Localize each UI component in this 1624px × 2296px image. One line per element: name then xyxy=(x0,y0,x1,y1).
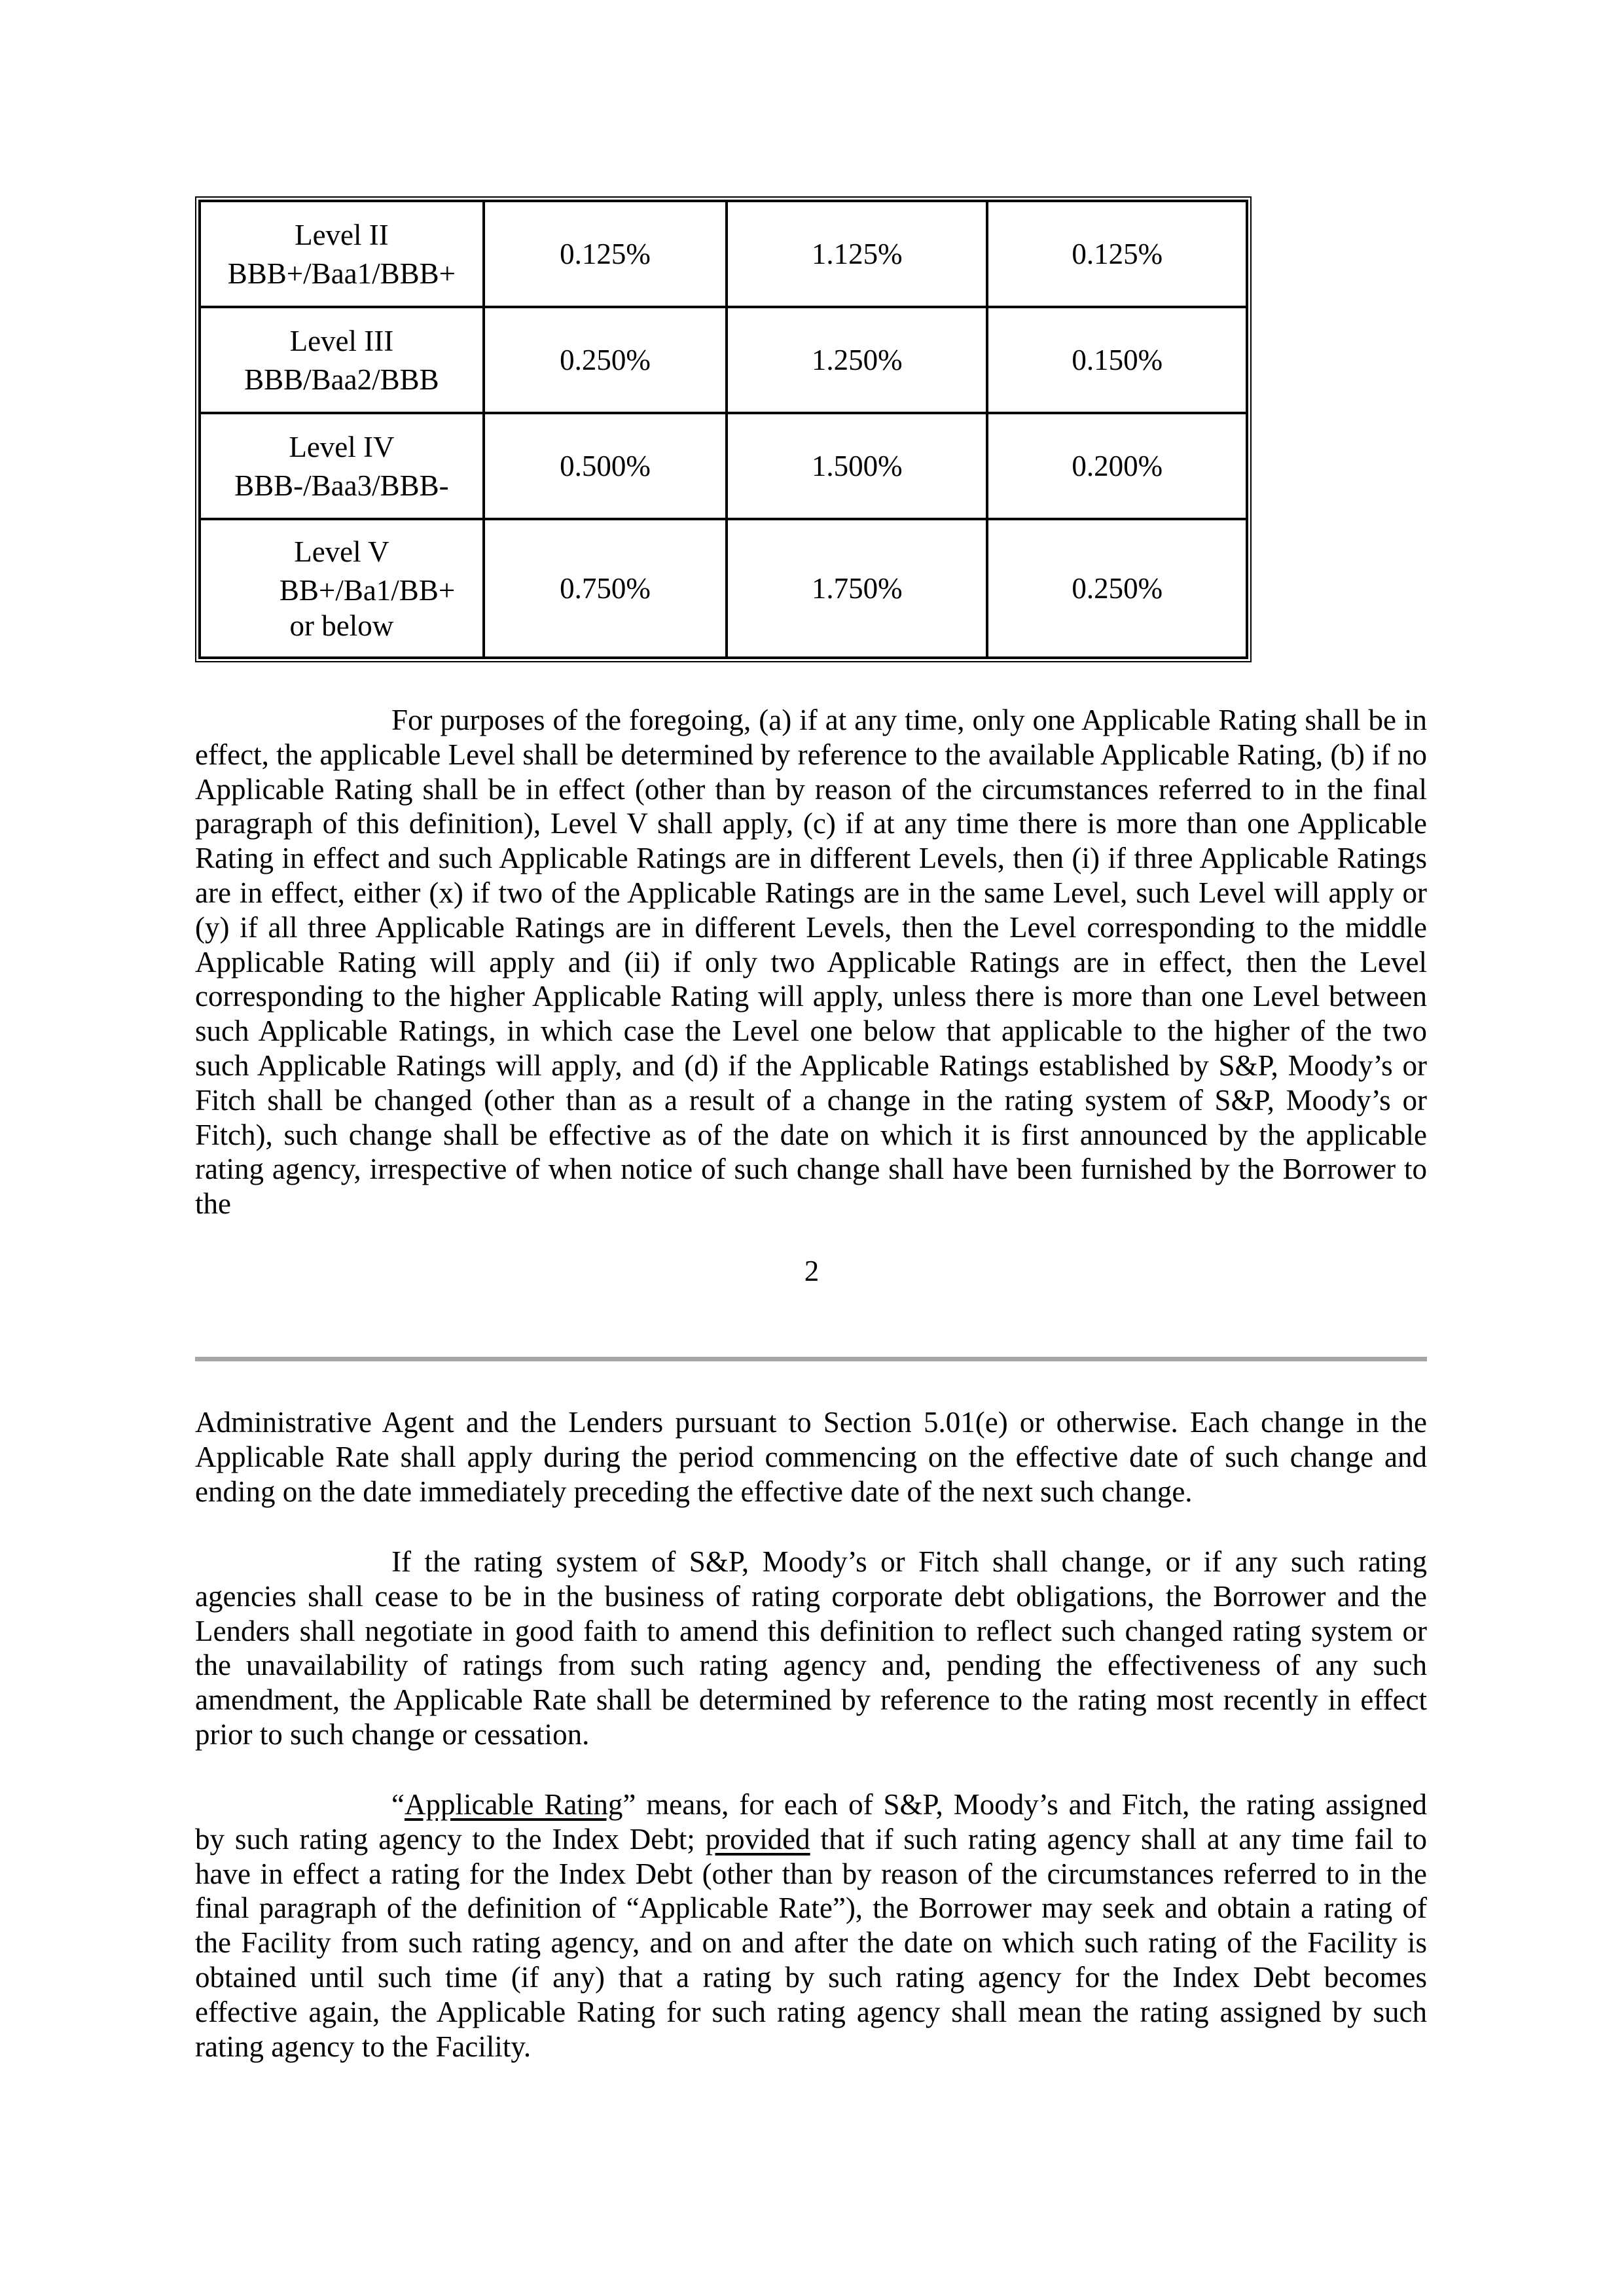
level-cell xyxy=(200,307,484,413)
level-name: Level V xyxy=(294,535,389,568)
level-cell xyxy=(200,519,484,658)
level-rating: BBB/Baa2/BBB xyxy=(244,363,439,396)
paragraph-text: ” means, for each of S&P, Moody’s and Fitch, the rating assigned by such rating agency to the Index Debt; xyxy=(195,1788,1427,1856)
level-name: Level IV xyxy=(289,430,395,463)
level-rating: BBB-/Baa3/BBB- xyxy=(234,469,449,502)
table-row xyxy=(200,201,1247,307)
page-divider xyxy=(195,1357,1427,1361)
paragraph-text: Administrative Agent and the Lenders pursuant to Section 5.01(e) or otherwise. Each change in the Applicable Rate shall apply during the period commencing on the effective date of such change and ending on the date immediately preceding the effective date of the next such change. xyxy=(195,1406,1427,1508)
rate-cell: 0.750% xyxy=(484,519,727,658)
table-row xyxy=(200,413,1247,519)
table-row xyxy=(200,307,1247,413)
paragraph-applicable-rating-definition xyxy=(195,1787,1427,2064)
paragraph-text: that if such rating agency shall at any time fail to have in effect a rating for the Index Debt (other than by reason of the circumstances referred to in the final paragraph of the definition of “Applicable Rate”), the Borrower may seek and obtain a rating of the Facility from such rating agency, and on and after the date on which such rating of the Facility is obtained until such time (if any) that a rating by such rating agency for the Index Debt becomes effective again, the Applicable Rating for such rating agency shall mean the rating assigned by such rating agency to the Facility. xyxy=(195,1822,1427,2063)
rate-cell: 0.200% xyxy=(987,413,1247,519)
rate-cell: 1.750% xyxy=(727,519,987,658)
paragraph-rate-change xyxy=(195,1405,1427,1509)
defined-term: Applicable Rating xyxy=(404,1788,623,1821)
rate-cell: 0.500% xyxy=(484,413,727,519)
level-rating: BBB+/Baa1/BBB+ xyxy=(227,257,456,290)
level-cell xyxy=(200,413,484,519)
rate-cell: 1.250% xyxy=(727,307,987,413)
table-row xyxy=(200,519,1247,658)
rate-cell: 1.125% xyxy=(727,201,987,307)
level-name: Level III xyxy=(289,324,394,357)
rate-cell: 0.250% xyxy=(484,307,727,413)
level-cell xyxy=(200,201,484,307)
proviso-term: provided xyxy=(705,1822,810,1856)
paragraph-rating-system-change xyxy=(195,1545,1427,1752)
paragraph-text: For purposes of the foregoing, (a) if at any time, only one Applicable Rating shall be in effect, the applicable Level shall be determined by reference to the available Applicable Rating, (b) if no Applicable Rating shall be in effect (other than by reason of the circumstances referred to in the final paragraph of this definition), Level V shall apply, (c) if at any time there is more than one Applicable Rating in effect and such Applicable Ratings are in different Levels, then (i) if three Applicable Ratings are in effect, either (x) if two of the Applicable Ratings are in the same Level, such Level will apply or (y) if all three Applicable Ratings are in different Levels, then the Level corresponding to the middle Applicable Rating will apply and (ii) if only two Applicable Ratings are in effect, then the Level corresponding to the higher Applicable Rating will apply, unless there is more than one Level between such Applicable Ratings, in which case the Level one below that applicable to the higher of the two such Applicable Ratings will apply, and (d) if the Applicable Ratings established by S&P, Moody’s or Fitch shall be changed (other than as a result of a change in the rating system of S&P, Moody’s or Fitch), such change shall be effective as of the date on which it is first announced by the applicable rating agency, irrespective of when notice of such change shall have been furnished by the Borrower to the xyxy=(195,704,1427,1221)
rate-cell: 1.500% xyxy=(727,413,987,519)
level-name: Level II xyxy=(295,218,389,251)
rate-cell: 0.125% xyxy=(987,201,1247,307)
page-number: 2 xyxy=(804,1255,820,1287)
open-quote: “ xyxy=(391,1788,405,1821)
level-rating: BB+/Ba1/BB+ or below xyxy=(279,573,456,642)
rate-cell: 0.250% xyxy=(987,519,1247,658)
paragraph-text: If the rating system of S&P, Moody’s or Fitch shall change, or if any such rating agencies shall cease to be in the business of rating corporate debt obligations, the Borrower and the Lenders shall negotiate in good faith to amend this definition to reflect such changed rating system or the unavailability of ratings from such rating agency and, pending the effectiveness of any such amendment, the Applicable Rate shall be determined by reference to the rating most recently in effect prior to such change or cessation. xyxy=(195,1545,1427,1751)
rate-cell: 0.150% xyxy=(987,307,1247,413)
rate-cell: 0.125% xyxy=(484,201,727,307)
pricing-grid-table xyxy=(195,196,1252,662)
paragraph-rating-levels xyxy=(195,703,1427,1221)
